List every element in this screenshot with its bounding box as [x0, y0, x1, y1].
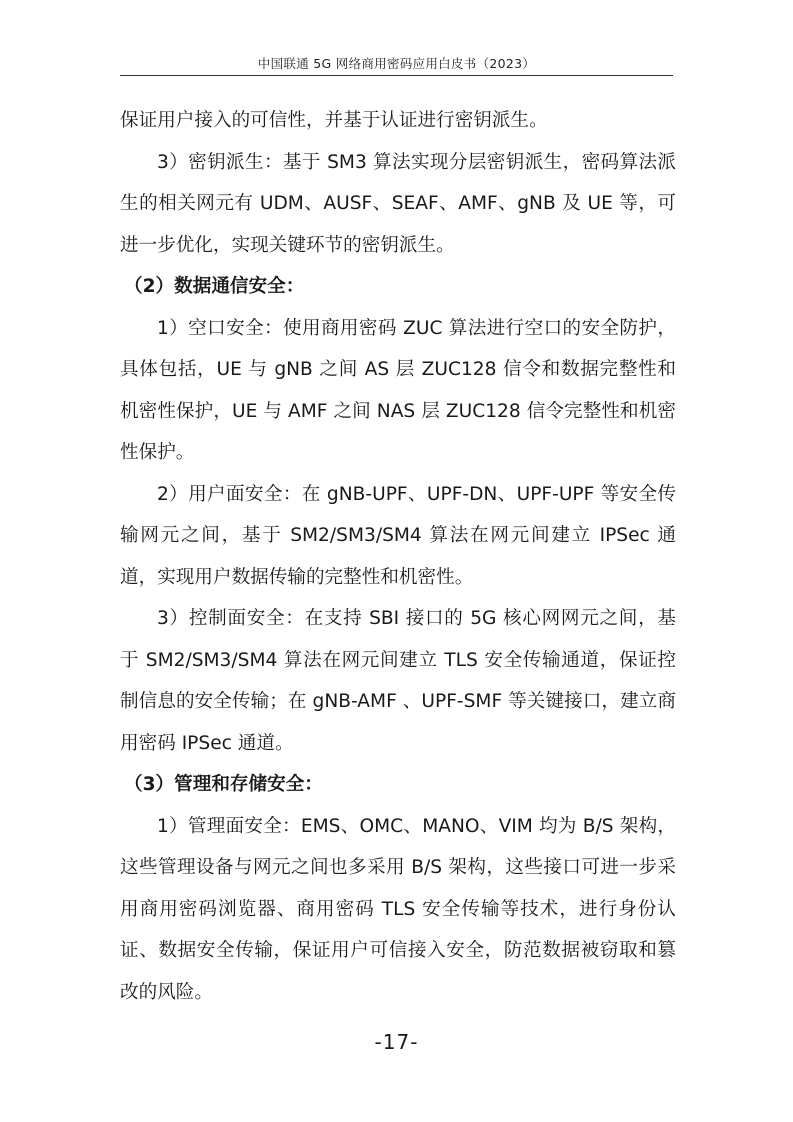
running-header: 中国联通 5G 网络商用密码应用白皮书（2023） — [257, 56, 536, 71]
paragraph-air-interface-security: 1）空口安全：使用商用密码 ZUC 算法进行空口的安全防护，具体包括，UE 与 gNB 之间 AS 层 ZUC128 信令和数据完整性和机密性保护，UE 与 AMF 之间 NAS 层 ZUC128 信令完整性和机密性保护。 — [120, 317, 676, 463]
paragraph-user-plane-security: 2）用户面安全：在 gNB-UPF、UPF-DN、UPF-UPF 等安全传输网元之间，基于 SM2/SM3/SM4 算法在网元间建立 IPSec 通道，实现用户数据传输的完整性和机密性。 — [120, 483, 676, 588]
paragraph-management-plane-security: 1）管理面安全：EMS、OMC、MANO、VIM 均为 B/S 架构，这些管理设备与网元之间也多采用 B/S 架构，这些接口可进一步采用商用密码浏览器、商用密码 TLS 安全传输等技术，进行身份认证、数据安全传输，保证用户可信接入安全，防范数据被窃取和篡改的风险。 — [120, 815, 676, 1003]
body-text — [120, 100, 676, 1013]
section-heading-data-communication: （2）数据通信安全： — [124, 276, 305, 297]
paragraph-continuation: 保证用户接入的可信性，并基于认证进行密钥派生。 — [120, 110, 548, 131]
paragraph-key-derivation: 3）密钥派生：基于 SM3 算法实现分层密钥派生，密码算法派生的相关网元有 UDM、AUSF、SEAF、AMF、gNB 及 UE 等，可进一步优化，实现关键环节的密钥派生。 — [120, 151, 676, 256]
section-heading-management-storage: （3）管理和存储安全： — [124, 774, 323, 795]
header-divider — [120, 75, 673, 76]
page-number: -17- — [374, 1030, 419, 1054]
paragraph-control-plane-security: 3）控制面安全：在支持 SBI 接口的 5G 核心网网元之间，基于 SM2/SM3/SM4 算法在网元间建立 TLS 安全传输通道，保证控制信息的安全传输；在 gNB-AMF 、UPF-SMF 等关键接口，建立商用密码 IPSec 通道。 — [120, 608, 676, 754]
